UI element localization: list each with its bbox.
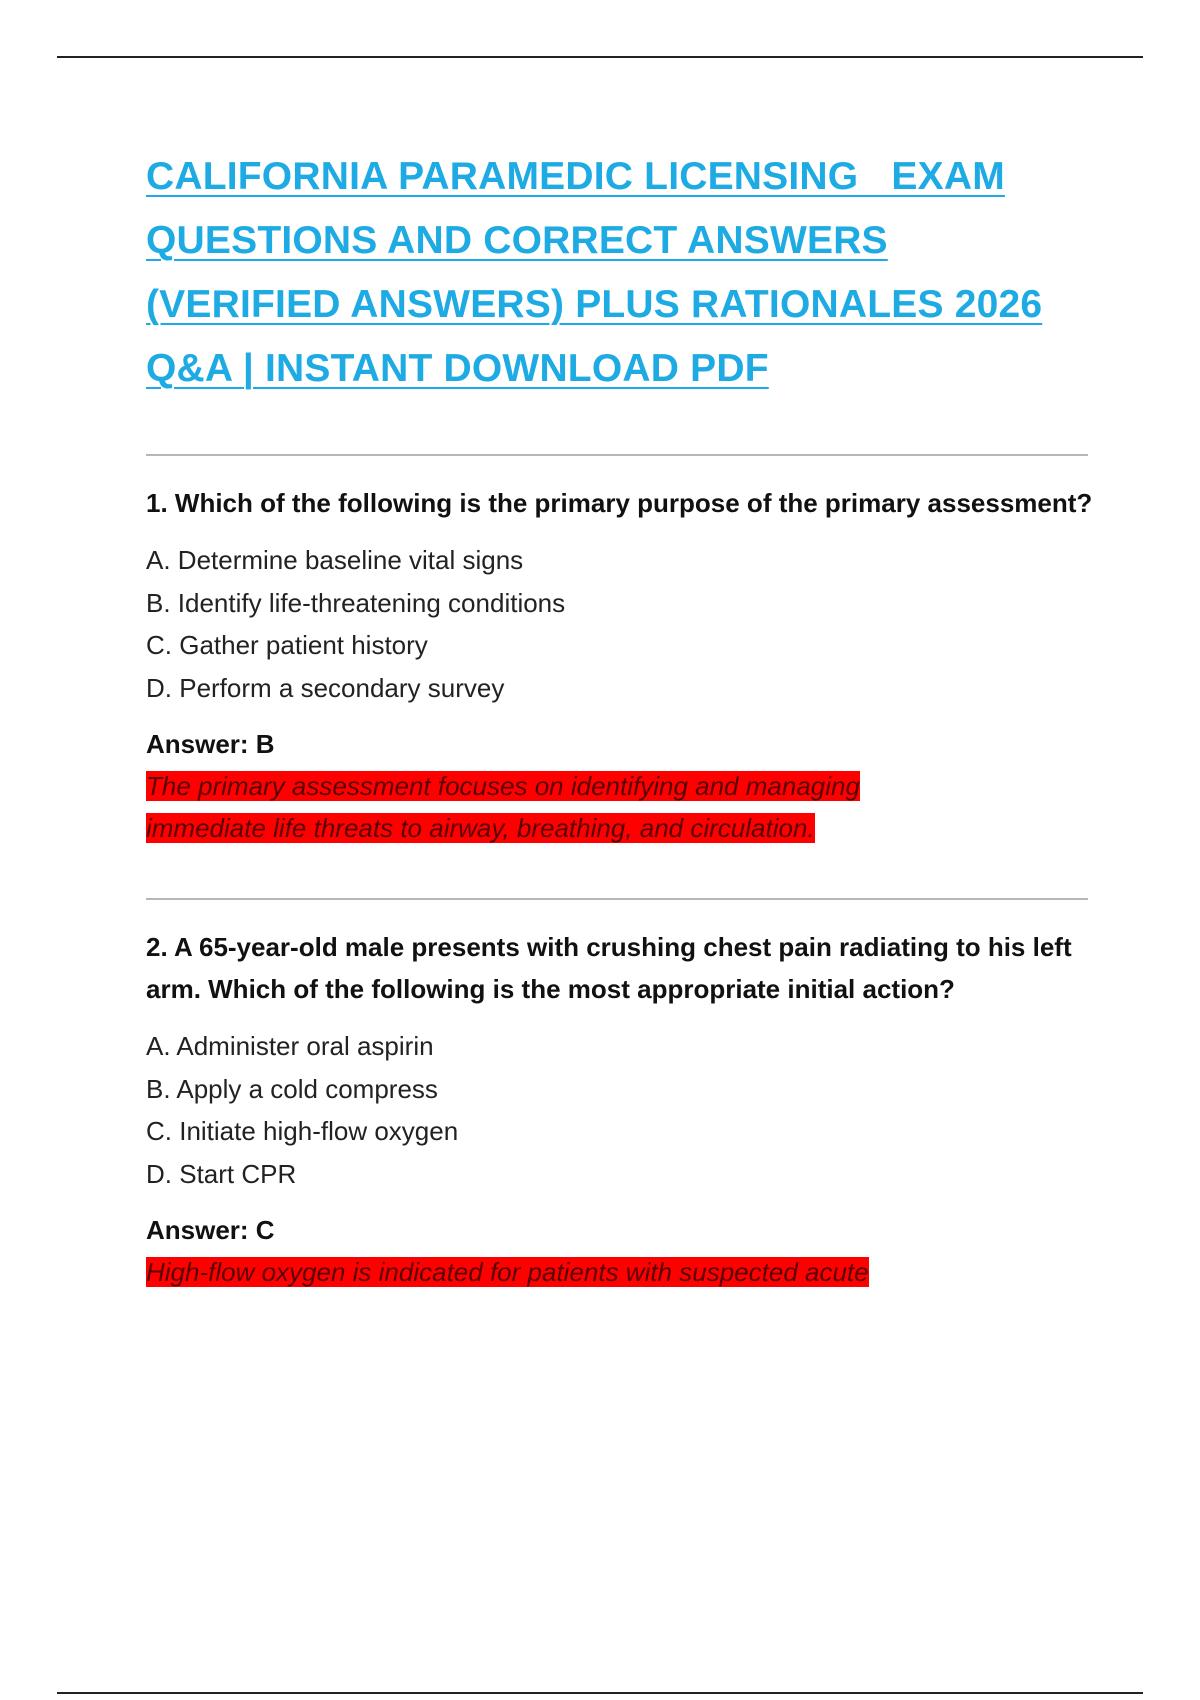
option-a: A. Administer oral aspirin [146,1031,434,1061]
section-divider [146,898,1088,900]
option-d: D. Perform a secondary survey [146,672,505,703]
answer-options [146,539,1096,709]
section-divider [146,454,1088,456]
title-line: Q&A | INSTANT DOWNLOAD PDF [146,347,769,390]
title-line: QUESTIONS AND CORRECT ANSWERS [146,219,888,262]
option-c: C. Initiate high-flow oxygen [146,1116,459,1146]
question-text: 1. Which of the following is the primary purpose of the primary assessment? [146,488,1093,518]
title-line: CALIFORNIA PARAMEDIC LICENSING EXAM [146,155,1005,198]
document-body [146,145,1096,1293]
page-top-rule [57,56,1143,58]
rationale-line: immediate life threats to airway, breathing, and circulation. [146,813,815,843]
option-d: D. Start CPR [146,1158,297,1189]
rationale-line: The primary assessment focuses on identifying and managing [146,771,860,801]
option-b: B. Identify life-threatening conditions [146,587,566,618]
correct-answer: Answer: B [146,729,275,759]
title-line: (VERIFIED ANSWERS) PLUS RATIONALES 2026 [146,283,1043,326]
rationale-line: High-flow oxygen is indicated for patients with suspected acute [146,1257,869,1287]
option-b: B. Apply a cold compress [146,1073,438,1104]
option-a: A. Determine baseline vital signs [146,545,524,575]
page-bottom-rule [57,1692,1143,1694]
question-block-1 [146,482,1096,849]
correct-answer: Answer: C [146,1215,275,1245]
answer-options [146,1025,1096,1195]
document-title[interactable] [146,145,1096,401]
option-c: C. Gather patient history [146,630,428,660]
question-text: 2. A 65-year-old male presents with crushing chest pain radiating to his left arm. Which of the following is the most appropriate initial action? [146,932,1072,1004]
rationale-highlighted [146,1251,1096,1293]
rationale-highlighted [146,765,1096,849]
question-block-2 [146,926,1096,1293]
